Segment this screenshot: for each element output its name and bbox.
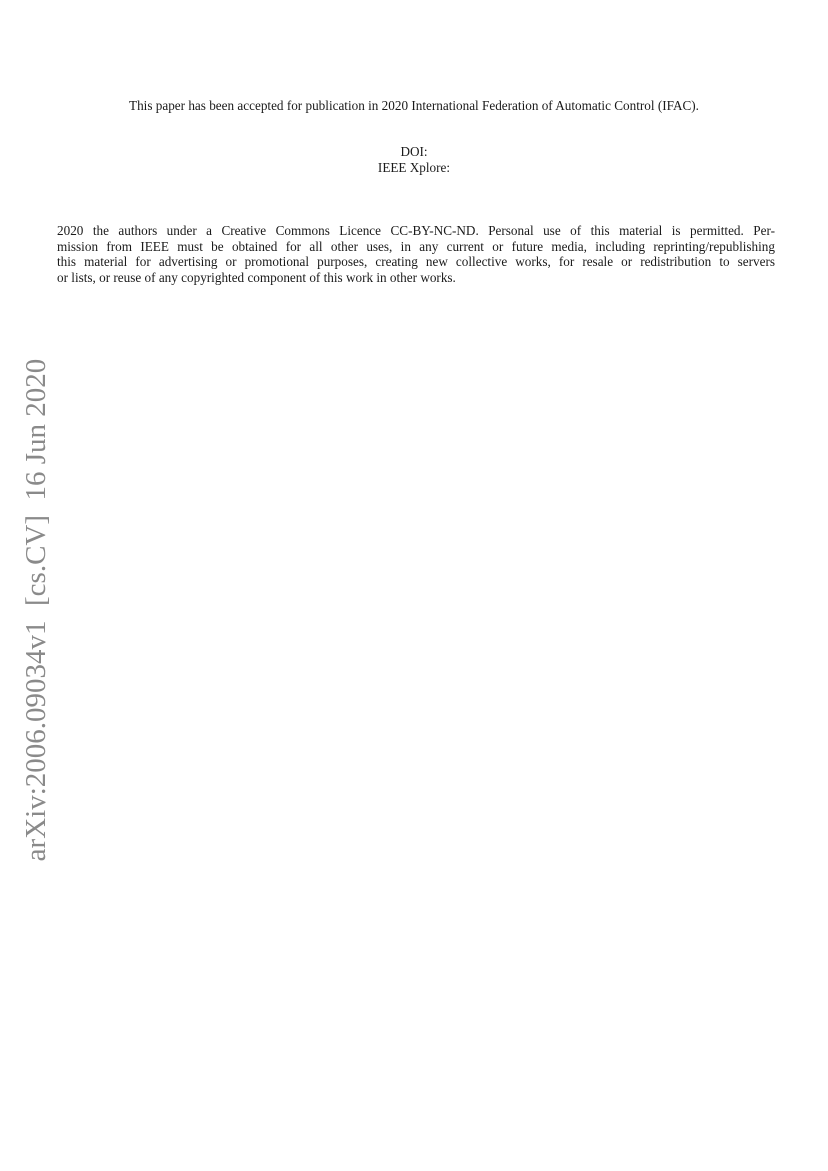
- license-paragraph: [57, 223, 775, 285]
- license-line: mission from IEEE must be obtained for all other uses, in any current or future media, including reprinting/republishing: [57, 238, 775, 254]
- ieee-xplore-label: IEEE Xplore:: [377, 159, 451, 175]
- acceptance-note: This paper has been accepted for publication in 2020 International Federation of Automatic Control (IFAC).: [129, 98, 699, 113]
- license-line: this material for advertising or promotional purposes, creating new collective works, for resale or redistribution to servers: [57, 254, 775, 270]
- arxiv-watermark: arXiv:2006.09034v1 [cs.CV] 16 Jun 2020: [20, 358, 52, 862]
- doi-block: [0, 144, 828, 175]
- license-line: or lists, or reuse of any copyrighted component of this work in other works.: [57, 269, 456, 285]
- doi-label: DOI:: [400, 144, 428, 159]
- license-line: 2020 the authors under a Creative Commons Licence CC-BY-NC-ND. Personal use of this material is permitted. Per-: [57, 223, 775, 238]
